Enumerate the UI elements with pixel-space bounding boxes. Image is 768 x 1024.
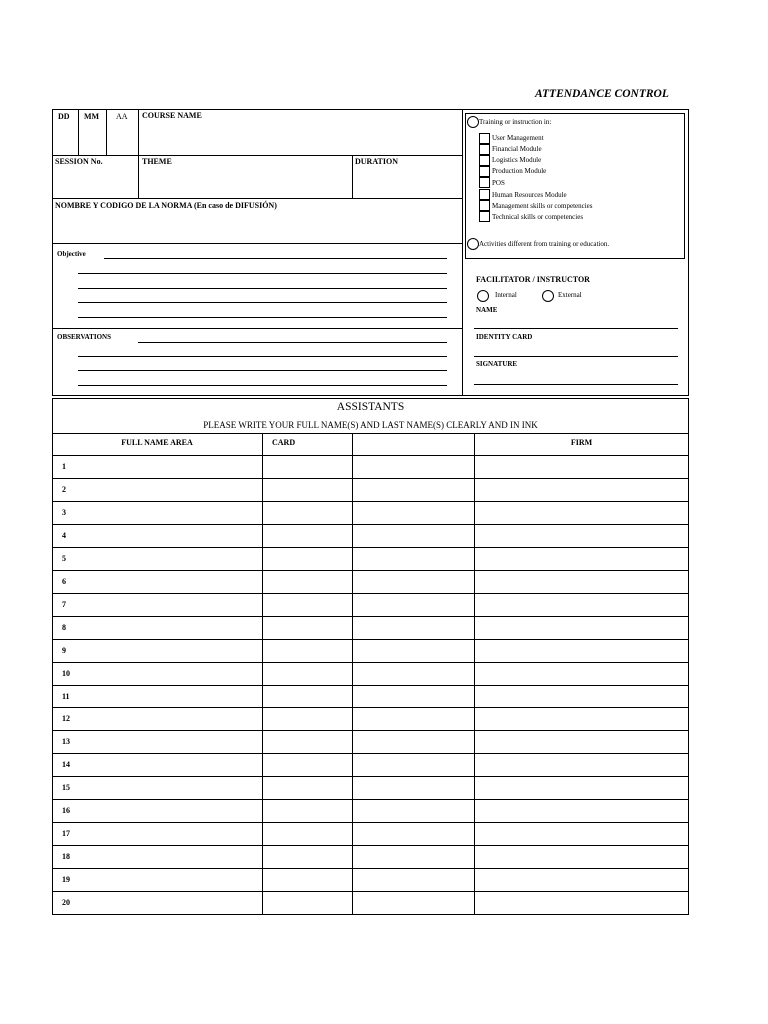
facilitator-name-line[interactable] bbox=[474, 328, 678, 329]
identity-card-line[interactable] bbox=[474, 356, 678, 357]
table-row[interactable] bbox=[52, 845, 689, 846]
row-number: 10 bbox=[62, 669, 70, 678]
observations-line-1[interactable] bbox=[138, 342, 447, 343]
row-number: 9 bbox=[62, 646, 66, 655]
table-row[interactable] bbox=[52, 501, 689, 502]
full-name-column-header: FULL NAME AREA bbox=[121, 438, 193, 447]
table-row[interactable] bbox=[52, 891, 689, 892]
table-row[interactable] bbox=[52, 593, 689, 594]
row-number: 17 bbox=[62, 829, 70, 838]
internal-radio[interactable] bbox=[477, 290, 489, 302]
row-number: 13 bbox=[62, 737, 70, 746]
identity-card-label: IDENTITY CARD bbox=[476, 333, 533, 341]
table-row[interactable] bbox=[52, 776, 689, 777]
module-checkbox-5[interactable] bbox=[479, 177, 490, 188]
module-label-3: Logistics Module bbox=[492, 156, 542, 164]
table-row[interactable] bbox=[52, 547, 689, 548]
module-label-5: POS bbox=[492, 179, 505, 187]
module-label-4: Production Module bbox=[492, 167, 547, 175]
module-checkbox-2[interactable] bbox=[479, 144, 490, 155]
assistants-heading: ASSISTANTS bbox=[336, 401, 405, 413]
module-checkbox-6[interactable] bbox=[479, 189, 490, 200]
module-label-8: Technical skills or competencies bbox=[492, 213, 584, 221]
observations-line-4[interactable] bbox=[78, 385, 447, 386]
row-number: 14 bbox=[62, 760, 70, 769]
assistants-instructions: PLEASE WRITE YOUR FULL NAME(S) AND LAST NAME(S) CLEARLY AND IN INK bbox=[203, 420, 538, 430]
row-number: 20 bbox=[62, 898, 70, 907]
row-number: 2 bbox=[62, 485, 66, 494]
observations-label: OBSERVATIONS bbox=[57, 333, 111, 341]
row-number: 5 bbox=[62, 554, 66, 563]
module-label-6: Human Resources Module bbox=[492, 191, 567, 199]
observations-line-3[interactable] bbox=[78, 370, 447, 371]
row-number: 16 bbox=[62, 806, 70, 815]
row-number: 8 bbox=[62, 623, 66, 632]
facilitator-heading: FACILITATOR / INSTRUCTOR bbox=[476, 275, 590, 284]
form-title: ATTENDANCE CONTROL bbox=[535, 88, 669, 100]
table-row[interactable] bbox=[52, 616, 689, 617]
objective-line-1[interactable] bbox=[104, 258, 447, 259]
row-number: 7 bbox=[62, 600, 66, 609]
module-checkbox-1[interactable] bbox=[479, 133, 490, 144]
external-label: External bbox=[558, 291, 582, 299]
external-radio[interactable] bbox=[542, 290, 554, 302]
theme-label: THEME bbox=[142, 157, 172, 166]
signature-line[interactable] bbox=[474, 384, 678, 385]
signature-label: SIGNATURE bbox=[476, 360, 518, 368]
assistants-section bbox=[52, 398, 689, 915]
objective-line-2[interactable] bbox=[78, 273, 447, 274]
month-label: MM bbox=[84, 112, 100, 121]
other-activities-radio[interactable] bbox=[467, 238, 479, 250]
norma-label: NOMBRE Y CODIGO DE LA NORMA (En caso de DIFUSIÓN) bbox=[55, 201, 277, 210]
module-checkbox-3[interactable] bbox=[479, 155, 490, 166]
table-row[interactable] bbox=[52, 570, 689, 571]
row-number: 4 bbox=[62, 531, 66, 540]
row-number: 19 bbox=[62, 875, 70, 884]
internal-label: Internal bbox=[495, 291, 517, 299]
table-row[interactable] bbox=[52, 455, 689, 456]
objective-label: Objective bbox=[57, 250, 86, 258]
module-label-7: Management skills or competencies bbox=[492, 202, 593, 210]
row-number: 15 bbox=[62, 783, 70, 792]
firm-column-header: FIRM bbox=[570, 438, 593, 447]
module-label-1: User Management bbox=[492, 134, 544, 142]
table-row[interactable] bbox=[52, 730, 689, 731]
table-row[interactable] bbox=[52, 524, 689, 525]
row-number: 18 bbox=[62, 852, 70, 861]
year-label: AA bbox=[116, 112, 128, 121]
objective-line-3[interactable] bbox=[78, 288, 447, 289]
card-column-header: CARD bbox=[272, 438, 296, 447]
session-no-label: SESSION No. bbox=[55, 157, 103, 166]
objective-line-4[interactable] bbox=[78, 302, 447, 303]
module-checkbox-7[interactable] bbox=[479, 200, 490, 211]
module-checkbox-4[interactable] bbox=[479, 166, 490, 177]
table-row[interactable] bbox=[52, 478, 689, 479]
training-radio[interactable] bbox=[467, 116, 479, 128]
row-number: 6 bbox=[62, 577, 66, 586]
table-row[interactable] bbox=[52, 799, 689, 800]
module-label-2: Financial Module bbox=[492, 145, 542, 153]
training-heading: Training or instruction in: bbox=[479, 118, 552, 126]
facilitator-name-label: NAME bbox=[476, 306, 498, 314]
table-row[interactable] bbox=[52, 707, 689, 708]
table-row[interactable] bbox=[52, 639, 689, 640]
row-number: 1 bbox=[62, 462, 66, 471]
objective-line-5[interactable] bbox=[78, 317, 447, 318]
duration-label: DURATION bbox=[355, 157, 398, 166]
table-row[interactable] bbox=[52, 662, 689, 663]
observations-line-2[interactable] bbox=[78, 356, 447, 357]
day-label: DD bbox=[58, 112, 70, 121]
row-number: 12 bbox=[62, 714, 70, 723]
table-row[interactable] bbox=[52, 822, 689, 823]
table-row[interactable] bbox=[52, 685, 689, 686]
module-checkbox-8[interactable] bbox=[479, 211, 490, 222]
table-row[interactable] bbox=[52, 868, 689, 869]
table-row[interactable] bbox=[52, 753, 689, 754]
row-number: 11 bbox=[62, 692, 70, 701]
other-activities-label: Activities different from training or education. bbox=[479, 240, 610, 248]
row-number: 3 bbox=[62, 508, 66, 517]
course-name-label: COURSE NAME bbox=[142, 111, 202, 120]
